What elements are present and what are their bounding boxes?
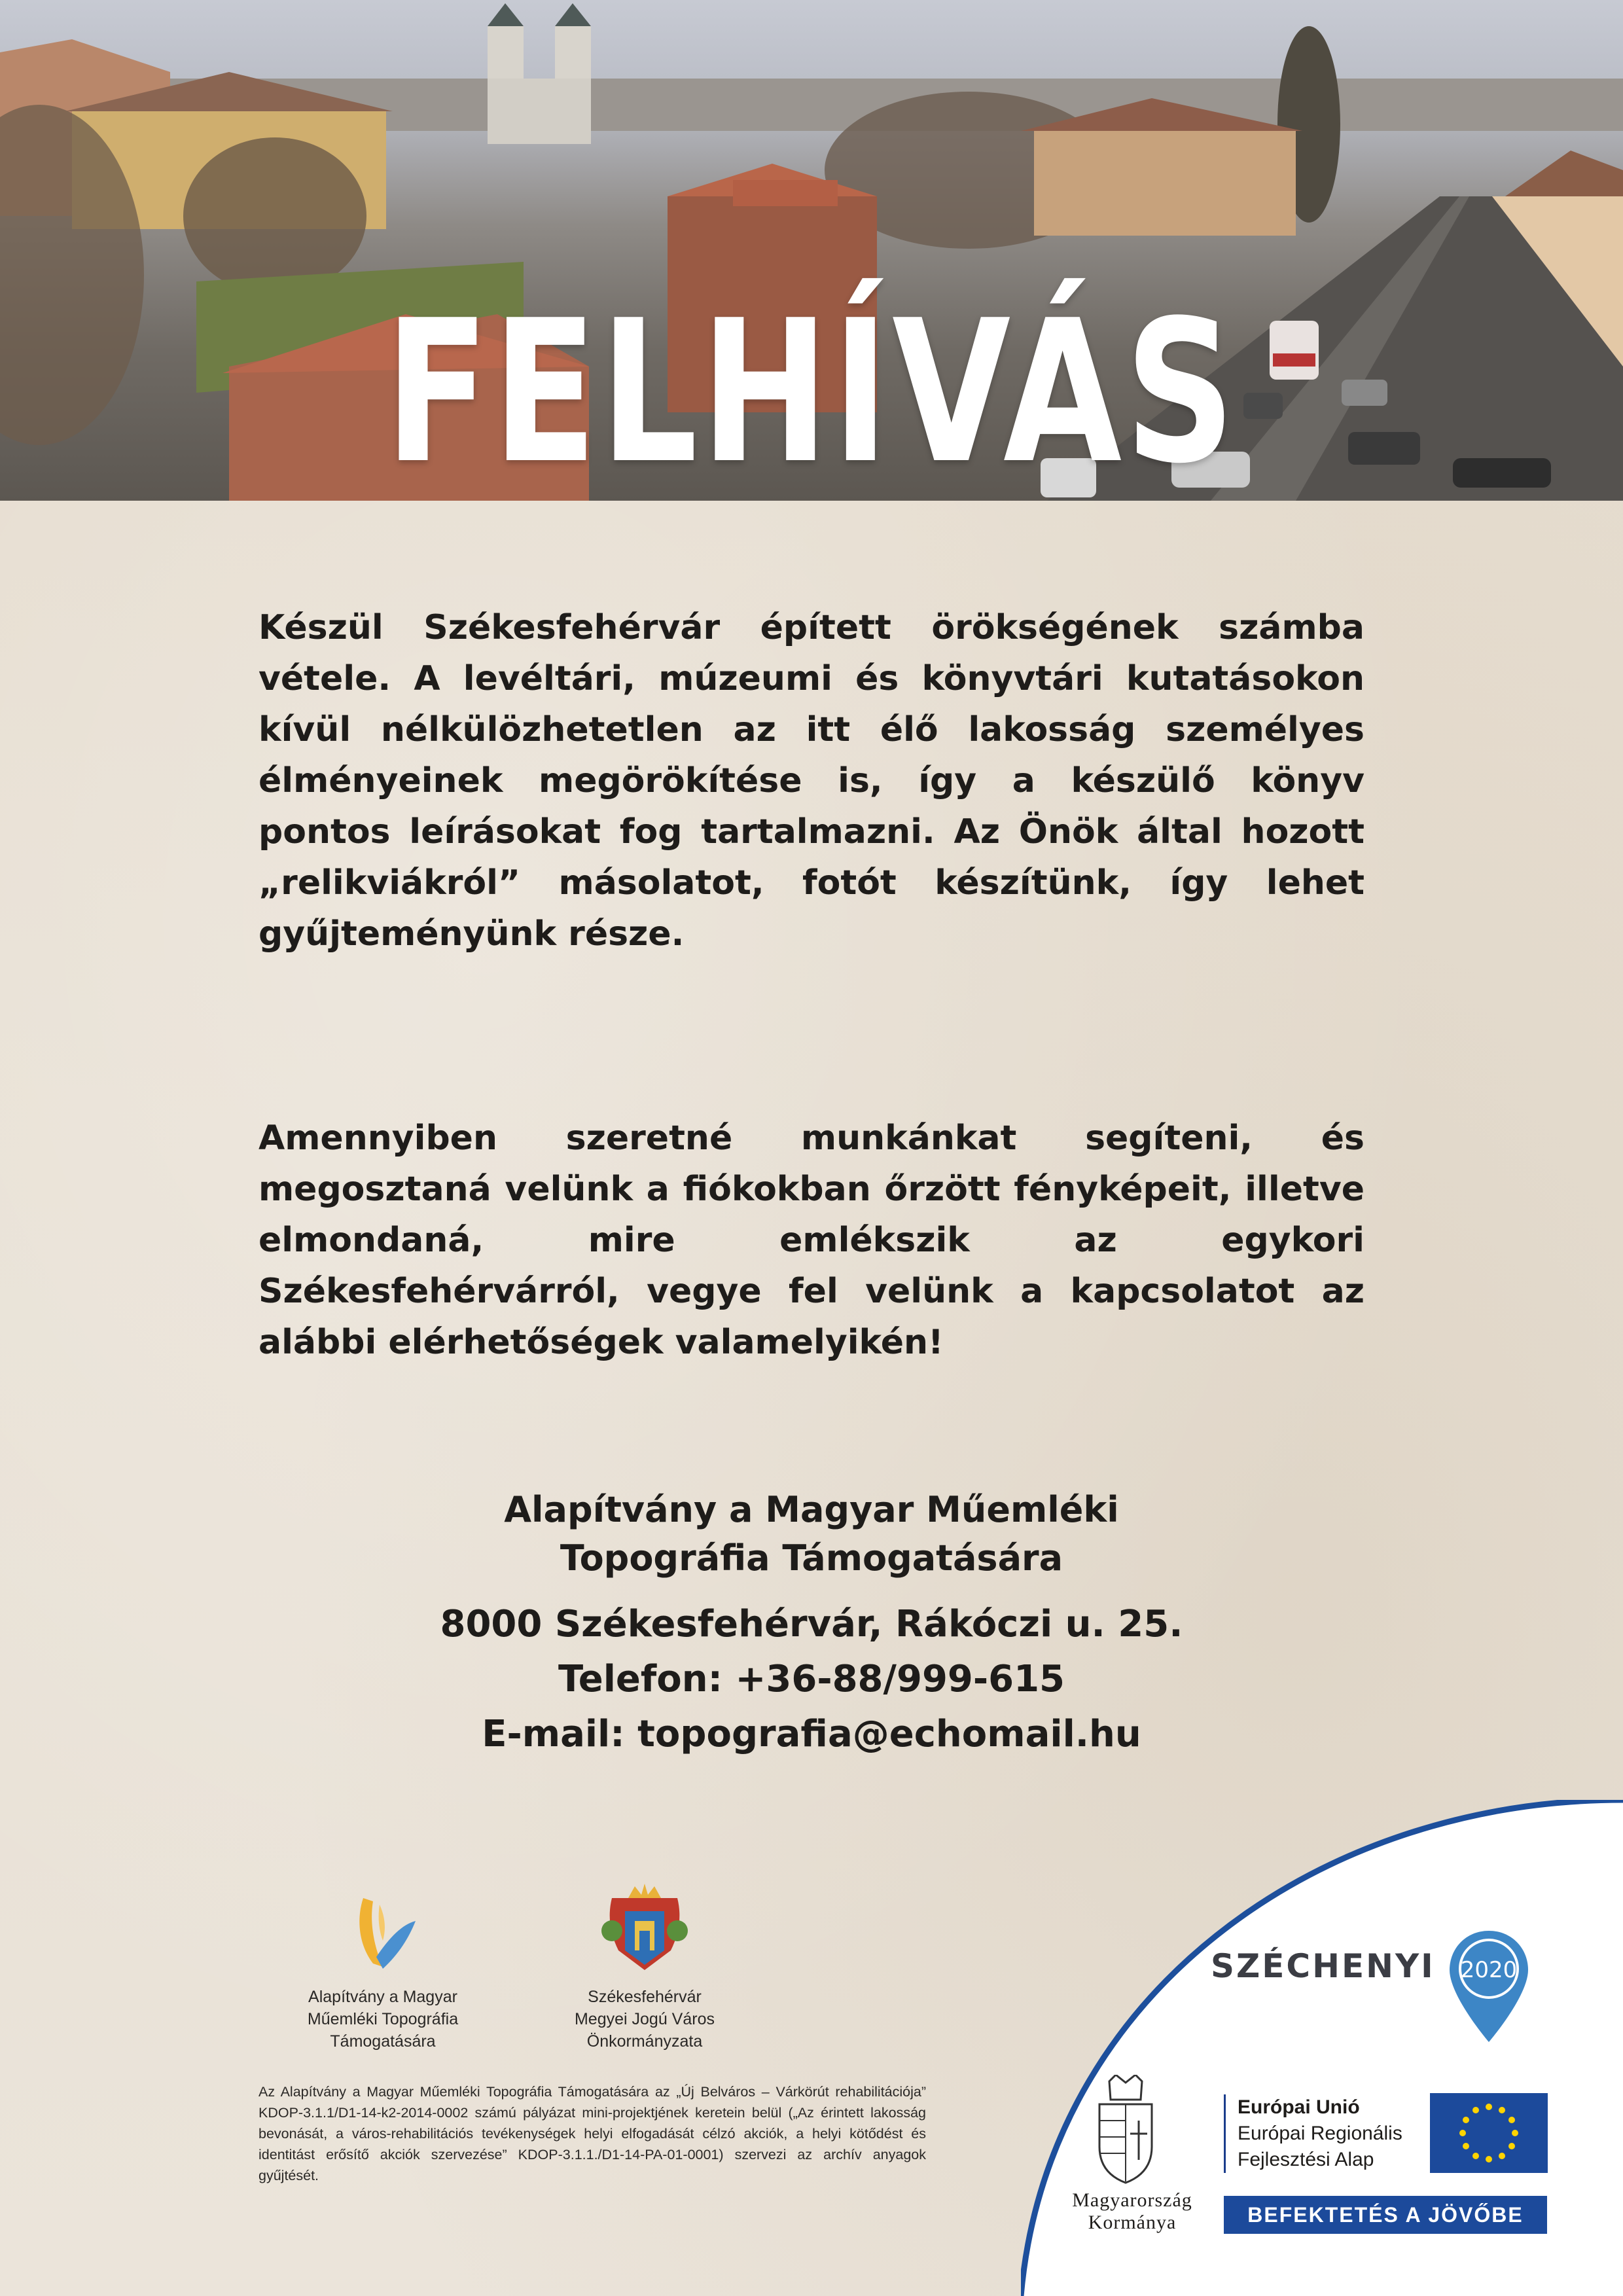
organization-name <box>259 1486 1364 1583</box>
org-name-line2: Topográfia Támogatására <box>560 1537 1063 1579</box>
postal-address: 8000 Székesfehérvár, Rákóczi u. 25. <box>440 1603 1183 1645</box>
eu-slogan-banner: BEFEKTETÉS A JÖVŐBE <box>1224 2196 1547 2234</box>
location-pin-icon <box>1446 1928 1531 2045</box>
call-to-action-paragraph: Amennyiben szeretné munkánkat segíteni, és megosztaná velünk a fiókokban őrzött fényképeit, illetve elmondaná, mire emlékszik az egykori Székesfehérvárról, vegye fel velünk a kapcsolatot az alábbi elérhetőségek valamelyikén! <box>259 1119 1364 1362</box>
eu-fund-line2: Fejlesztési Alap <box>1238 2149 1374 2170</box>
foundation-logo <box>278 1885 488 2053</box>
org-name-line1: Alapítvány a Magyar Műemléki <box>504 1489 1119 1530</box>
phone-number: Telefon: +36-88/999-615 <box>558 1658 1065 1700</box>
eu-fund-line1: Európai Regionális <box>1238 2123 1402 2144</box>
city-logo-line3: Önkormányzata <box>586 2032 703 2051</box>
eu-fund-text <box>1224 2094 1421 2173</box>
poster-title: FELHÍVÁS <box>385 278 1238 501</box>
government-name-line2: Kormánya <box>1088 2212 1177 2233</box>
government-name <box>1024 2189 1240 2234</box>
szechenyi-2020-logo-text: SZÉCHENYI <box>1211 1947 1435 1985</box>
foundation-logo-line1: Alapítvány a Magyar <box>308 1988 457 2006</box>
contact-details <box>259 1597 1364 1762</box>
hungarian-crest-icon <box>1090 2075 1162 2186</box>
email-address: E-mail: topografia@echomail.hu <box>482 1713 1141 1755</box>
foundation-logo-line2: Műemléki Topográfia <box>307 2010 459 2028</box>
header-city-photo <box>0 0 1623 501</box>
intro-paragraph: Készül Székesfehérvár épített örökségének számba vétele. A levéltári, múzeumi és könyvtári kutatásokon kívül nélkülözhetetlen az itt élő lakosság személyes élményeinek megörökítése is, így a készülő könyv pontos leírásokat fog tartalmazni. Az Önök által hozott „relikviákról” másolatot, fotót készítünk, így lehet gyűjteményünk része. <box>259 608 1364 954</box>
coat-of-arms-icon <box>599 1878 690 1977</box>
szechenyi-year: 2020 <box>1460 1957 1518 1983</box>
eu-name: Európai Unió <box>1238 2096 1360 2118</box>
foundation-logo-line3: Támogatására <box>330 2032 436 2051</box>
project-footnote: Az Alapítvány a Magyar Műemléki Topográfia Támogatására az „Új Belváros – Várkörút rehabilitációja” KDOP-3.1.1/D1-14-k2-2014-0002 számú pályázat mini-projektjének keretein belül („Az érintett lakosság bevonását, a város-rehabilitációs tevékenységek helyi elfogadását célzó akciók, a helyi kötődést és identitást erősítő akciók szervezése” KDOP-3.1.1./D1-14-PA-01-0001) szervezi az archív anyagok gyűjtését. <box>259 2084 926 2183</box>
city-logo-line1: Székesfehérvár <box>588 1988 702 2006</box>
government-name-line1: Magyarország <box>1072 2189 1192 2211</box>
city-logo <box>546 1878 743 2053</box>
city-logo-line2: Megyei Jogú Város <box>574 2010 715 2028</box>
hands-icon <box>344 1885 422 1977</box>
eu-flag-icon <box>1430 2093 1548 2173</box>
